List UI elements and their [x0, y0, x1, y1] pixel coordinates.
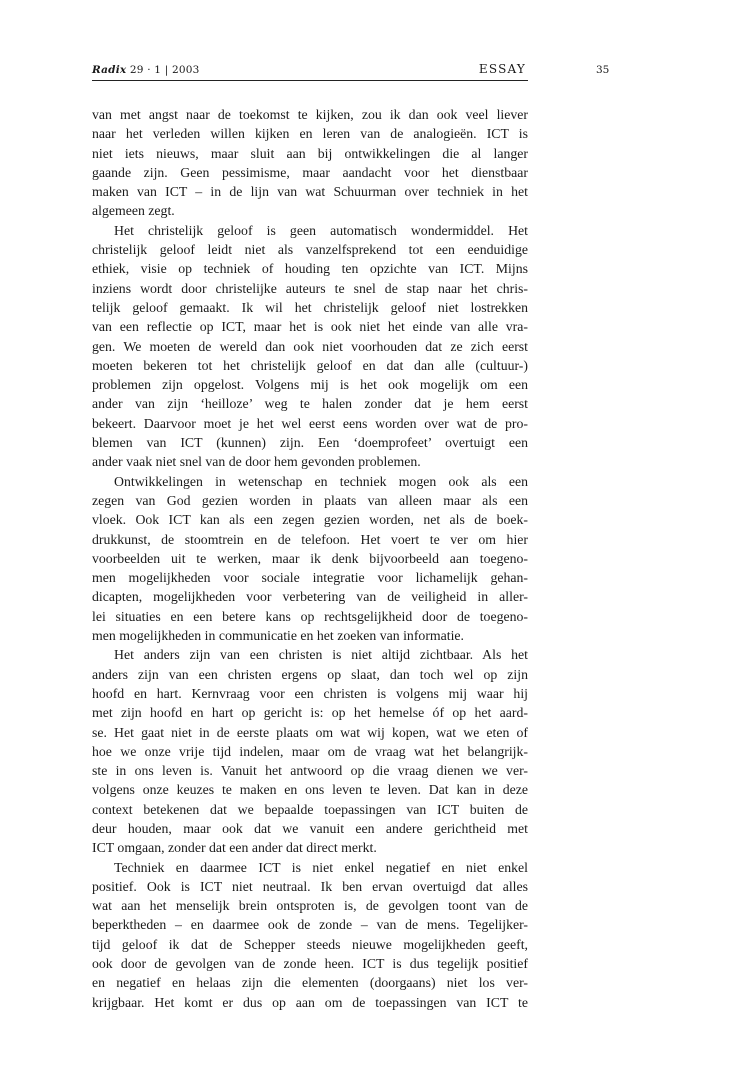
text-line: se. Het gaat niet in de eerste plaats om wat wij kopen, wat we eten of	[92, 724, 528, 740]
text-line: ste in ons leven is. Vanuit het antwoord op die vraag dienen we ver-	[92, 763, 528, 779]
text-line: van een reflectie op ICT, maar het is ook niet het einde van alle vra-	[92, 319, 528, 335]
text-line: vloek. Ook ICT kan als een zegen gezien worden, net als de boek-	[92, 512, 528, 528]
text-line: tijd geloof ik dat de Schepper steeds nieuwe mogelijkheden geeft,	[92, 936, 528, 952]
text-line: en negatief en helaas zijn die elementen (doorgaans) niet los ver-	[92, 975, 528, 991]
text-line: lei situaties en een betere kans op rechtsgelijkheid door de toegeno-	[92, 608, 528, 624]
journal-issue: 29 · 1 | 2003	[126, 64, 200, 76]
text-line: drukkunst, de stoomtrein en de telefoon. Het voert te ver om hier	[92, 531, 528, 547]
text-line: maken van ICT – in de lijn van wat Schuurman over techniek in het	[92, 184, 528, 200]
text-line: Ontwikkelingen in wetenschap en techniek mogen ook als een	[114, 473, 528, 489]
text-line: deur houden, maar ook dat we vanuit een andere gerichtheid met	[92, 820, 528, 836]
text-line: wat aan het menselijk brein ontsproten is, de gevolgen toont van de	[92, 898, 528, 914]
text-line: Techniek en daarmee ICT is niet enkel negatief en niet enkel	[114, 859, 528, 875]
text-line: positief. Ook is ICT niet neutraal. Ik ben ervan overtuigd dat alles	[92, 878, 528, 894]
text-line: gen. We moeten de wereld dan ook niet voorhouden dat ze zich eerst	[92, 338, 528, 354]
text-line: inziens wordt door christelijke auteurs te snel de stap naar het chris-	[92, 280, 528, 296]
text-line: van met angst naar de toekomst te kijken, zou ik dan ook veel liever	[92, 107, 528, 122]
text-line: krijgbaar. Het komt er dus op aan om de toepassingen van ICT te	[92, 994, 528, 1010]
text-line: christelijk geloof leidt niet als vanzelfsprekend tot een eenduidige	[92, 242, 528, 258]
text-line: bekeert. Daarvoor moet je het wel eerst eens worden over wat de pro-	[92, 415, 528, 431]
text-line: ander van zijn ‘heilloze’ weg te halen zonder dat je hem eerst	[92, 396, 528, 412]
text-line: algemeen zegt.	[92, 203, 175, 219]
text-line: dicapten, mogelijkheden voor verbetering van de veiligheid in aller-	[92, 589, 528, 605]
text-line: beperktheden – en daarmee ook de zonde – van de mens. Tegelijker-	[92, 917, 528, 933]
text-line: Het christelijk geloof is geen automatisch wondermiddel. Het	[114, 222, 528, 238]
text-line: ook door de gevolgen van de zonde heen. ICT is dus tegelijk positief	[92, 956, 528, 972]
text-line: ander vaak niet snel van de door hem gevonden problemen.	[92, 454, 421, 470]
text-line: Het anders zijn van een christen is niet altijd zichtbaar. Als het	[114, 647, 528, 663]
text-line: context betekenen dat we bepaalde toepassingen van ICT buiten de	[92, 801, 528, 817]
text-line: anders zijn van een christen ergens op slaat, dan toch wel op zijn	[92, 666, 528, 682]
journal-name: Radix	[92, 64, 127, 76]
page-number: 35	[596, 64, 610, 76]
text-line: ICT omgaan, zonder dat een ander dat direct merkt.	[92, 840, 377, 856]
text-line: blemen van ICT (kunnen) zijn. Een ‘doemprofeet’ overtuigt een	[92, 435, 528, 451]
text-line: zegen van God gezien worden in plaats van alleen maar als een	[92, 492, 528, 508]
text-line: gaande zijn. Geen pessimisme, maar aandacht voor het dienstbaar	[92, 164, 528, 180]
essay-body	[92, 105, 528, 1012]
text-line: men mogelijkheden in communicatie en het zoeken van informatie.	[92, 628, 465, 644]
text-line: naar het verleden willen kijken en leren van de analogieën. ICT is	[92, 126, 528, 142]
text-line: met zijn hoofd en hart op gericht is: op het hemelse óf op het aard-	[92, 705, 528, 721]
section-label: ESSAY	[478, 62, 526, 76]
text-line: volgens onze keuzes te maken en ons leven te leven. Dat kan in deze	[92, 782, 528, 798]
text-line: problemen zijn opgelost. Volgens mij is het ook mogelijk om een	[92, 377, 528, 393]
text-line: hoofd en hart. Kernvraag voor een christen is volgens mij waar hij	[92, 685, 528, 701]
text-line: men mogelijkheden voor sociale integratie voor lichamelijk gehan-	[92, 570, 528, 586]
text-line: hoe we onze vrije tijd indelen, maar om de vraag wat het belangrijk-	[92, 743, 528, 759]
text-line: moeten bekeren tot het christelijk geloof en dat dan alle (cultuur-)	[92, 357, 528, 373]
text-line: telijk geloof gemaakt. Ik wil het christelijk geloof niet lostrekken	[92, 299, 528, 315]
journal-citation	[92, 64, 200, 76]
text-line: ethiek, visie op techniek of houding ten opzichte van ICT. Mijns	[92, 261, 528, 277]
running-head	[92, 62, 528, 81]
text-line: voorbeelden uit te werken, maar ik denk bijvoorbeeld aan toegeno-	[92, 550, 528, 566]
text-line: niet iets nieuws, maar sluit aan bij ontwikkelingen die al langer	[92, 145, 528, 161]
